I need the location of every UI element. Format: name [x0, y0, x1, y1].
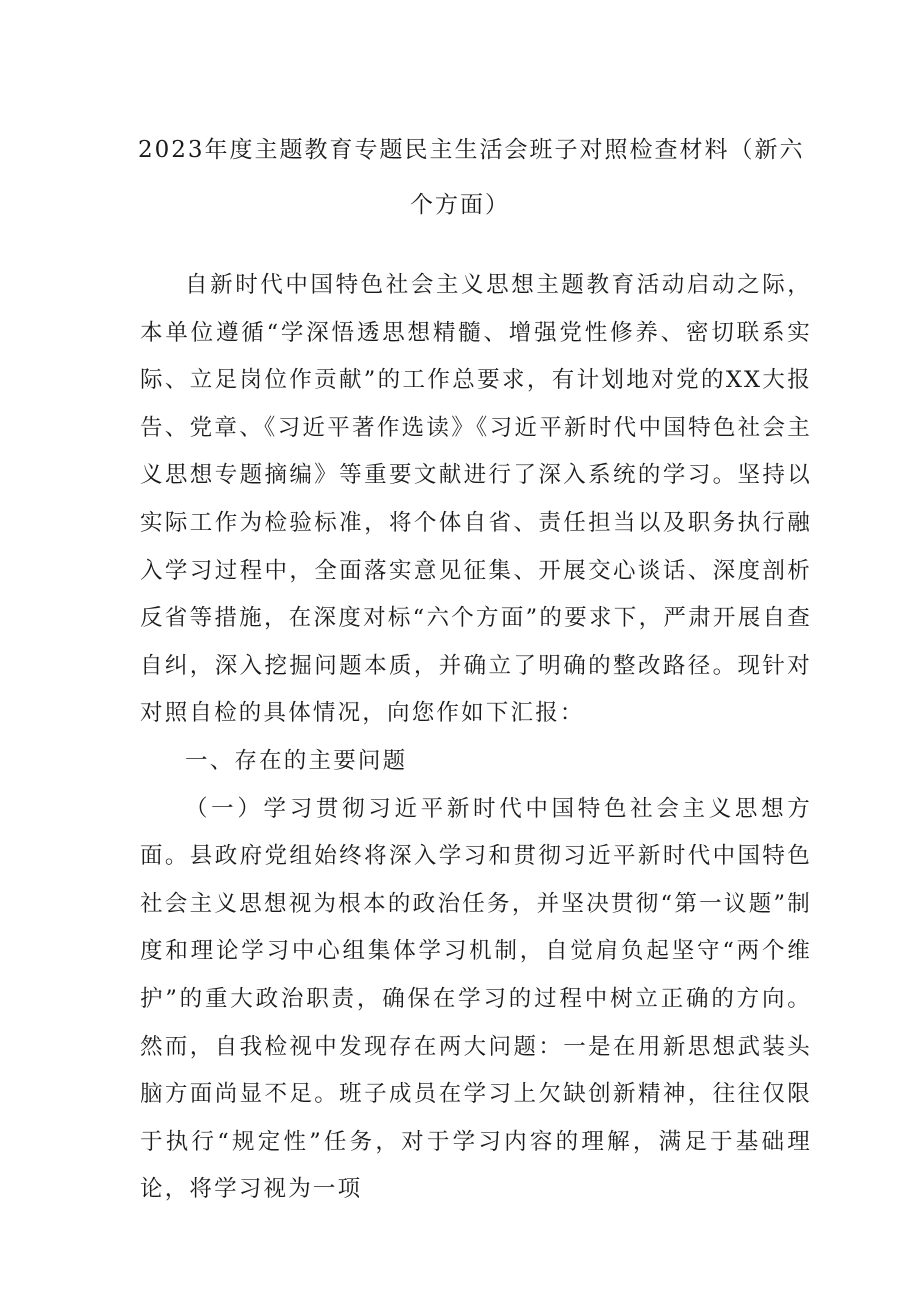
intro-paragraph: 自新时代中国特色社会主义思想主题教育活动启动之际，本单位遵循“学深悟透思想精髓、增强党性修养、密切联系实际、立足岗位作贡献”的工作总要求，有计划地对党的XX大报告、党章、《习近平著作选读》《习近平新时代中国特色社会主义思想专题摘编》等重要文献进行了深入系统的学习。坚持以实际工作为检验标准，将个体自省、责任担当以及职务执行融入学习过程中，全面落实意见征集、开展交心谈话、深度剖析反省等措施，在深度对标“六个方面”的要求下，严肃开展自查自纠，深入挖掘问题本质，并确立了明确的整改路径。现针对对照自检的具体情况，向您作如下汇报：	[140, 272, 812, 727]
document-title-line-2: 个方面）	[410, 192, 510, 218]
document-title-line-1: 2023年度主题教育专题民主生活会班子对照检查材料（新六	[138, 137, 805, 163]
subsection-paragraph: （一）学习贯彻习近平新时代中国特色社会主义思想方面。县政府党组始终将深入学习和贯彻习近平新时代中国特色社会主义思想视为根本的政治任务，并坚决贯彻“第一议题”制度和理论学习中心组集体学习机制，自觉肩负起坚守“两个维护”的重大政治职责，确保在学习的过程中树立正确的方向。然而，自我检视中发现存在两大问题：一是在用新思想武装头脑方面尚显不足。班子成员在学习上欠缺创新精神，往往仅限于执行“规定性”任务，对于学习内容的理解，满足于基础理论，将学习视为一项	[140, 795, 812, 1203]
section-heading: 一、存在的主要问题	[185, 747, 408, 774]
document-body	[140, 262, 812, 1214]
